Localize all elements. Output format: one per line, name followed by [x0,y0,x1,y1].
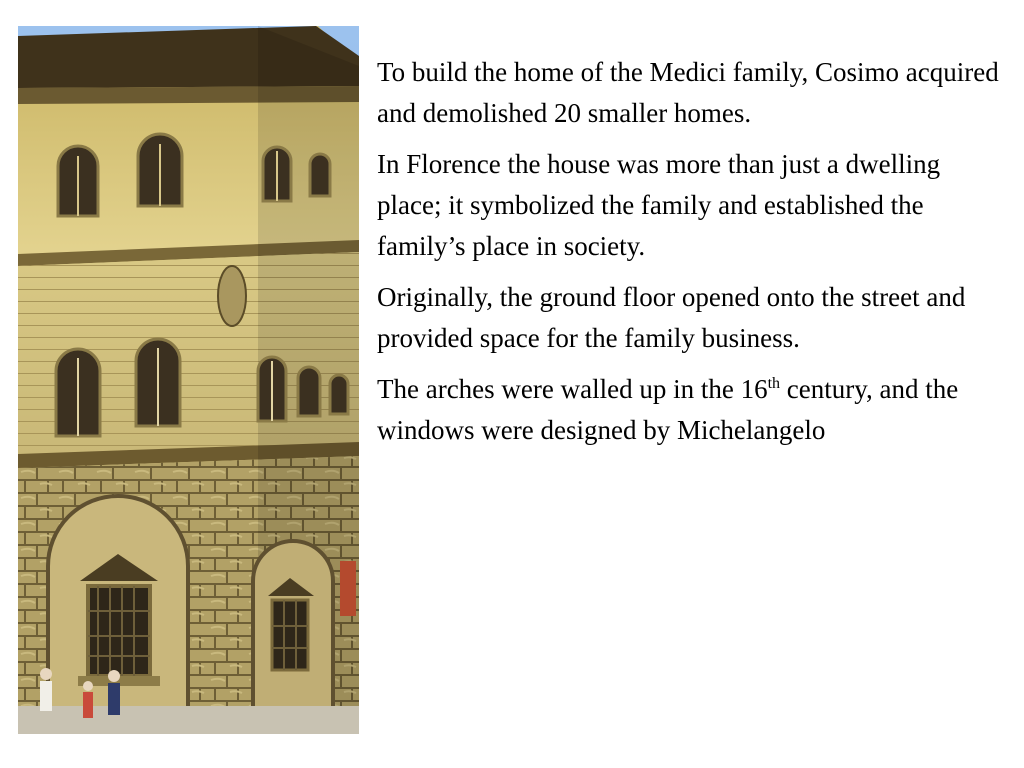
paragraph-4 [377,369,1007,451]
paragraph-1: To build the home of the Medici family, Cosimo acquired and demolished 20 smaller homes. [377,57,999,128]
palazzo-illustration [18,26,359,734]
slide-text [377,52,1007,461]
paragraph-4-text-before: The arches were walled up in the 16 [377,374,768,404]
palazzo-photo [18,26,359,734]
paragraph-4-superscript: th [767,375,781,392]
paragraph-2: In Florence the house was more than just a dwelling place; it symbolized the family and established the family’s place in society. [377,149,941,261]
paragraph-3: Originally, the ground floor opened onto the street and provided space for the family business. [377,282,966,353]
paragraph-4-text-after: century, and the windows were designed by Michelangelo [377,374,959,445]
